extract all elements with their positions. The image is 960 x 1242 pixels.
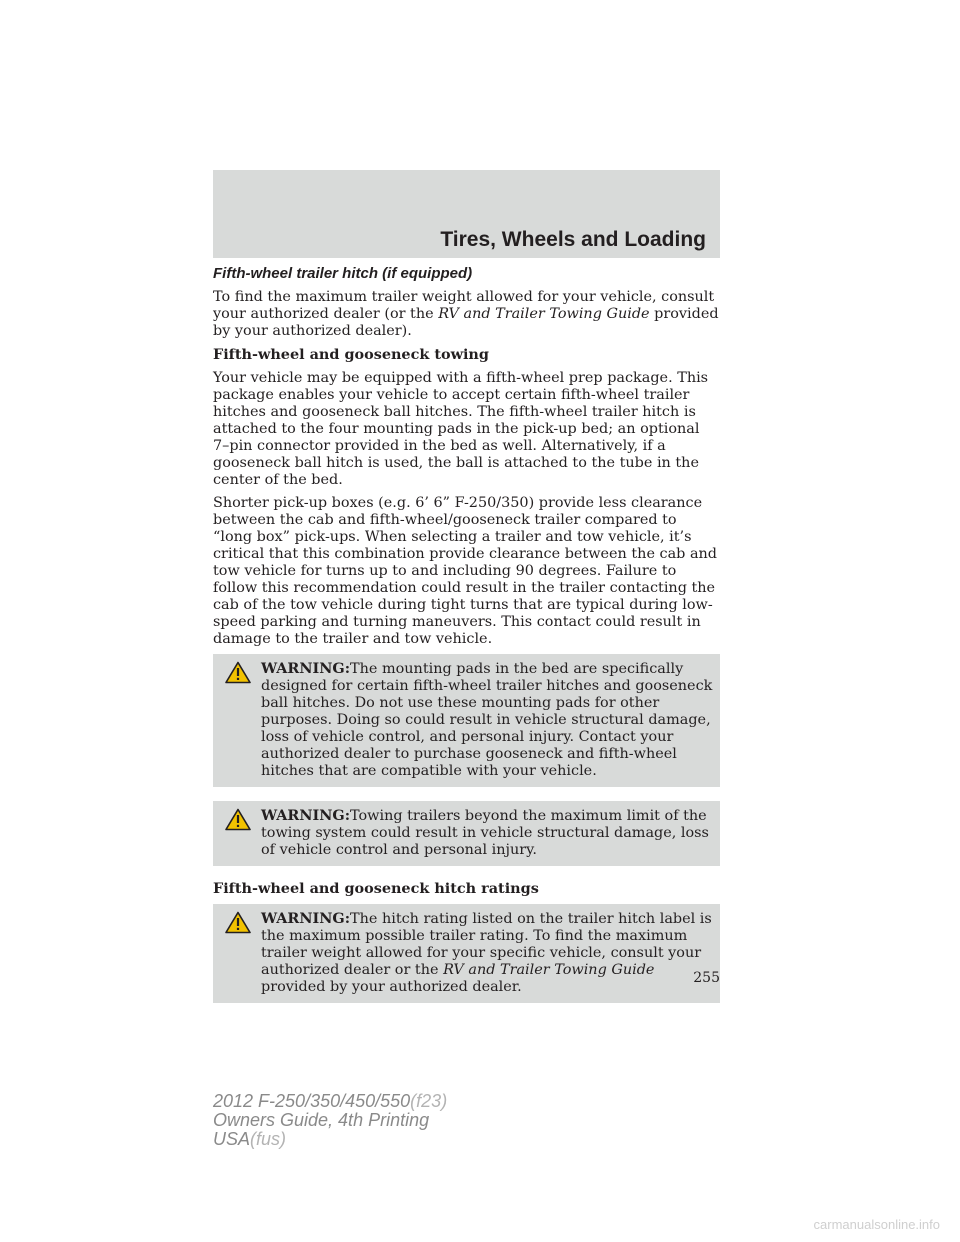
footer-model: 2012 F-250/350/450/550 [213,1091,411,1111]
heading-hitch-ratings: Fifth-wheel and gooseneck hitch ratings [213,880,539,897]
paragraph-prep-package: Your vehicle may be equipped with a fifth-wheel prep package. This package enables your vehicle to accept certain fifth-wheel trailer hitches and gooseneck ball hitches. The fifth-wheel trailer hitch is attached to the four mounting pads in the pick-up bed; an optional 7–pin connector provided in the bed as well. Alternatively, if a gooseneck ball hitch is used, the ball is attached to the tube in the center of the bed. [213,370,709,488]
warning-triangle-icon [225,911,251,934]
warning-triangle-icon [225,808,251,831]
paragraph-short-boxes: Shorter pick-up boxes (e.g. 6’ 6” F-250/350) provide less clearance between the cab and fifth-wheel/gooseneck trailer compared to “long box” pick-ups. When selecting a trailer and tow vehicle, it’s critical that this combination provide clearance between the cab and tow vehicle for turns up to and including 90 degrees. Failure to follow this recommendation could result in the trailer contacting the cab of the tow vehicle during tight turns that are typical during low-speed parking and turning maneuvers. This contact could result in damage to the trailer and tow vehicle. [213,495,718,647]
warning-label: WARNING: [261,807,351,824]
section-title: Tires, Wheels and Loading [440,228,706,251]
guide-title: RV and Trailer Towing Guide [438,306,650,322]
warning-text: The mounting pads in the bed are specifically designed for certain fifth-wheel trailer hitches and gooseneck ball hitches. Do not use these mounting pads for other purposes. Doing so could result in vehicle structural damage, loss of vehicle control, and personal injury. Contact your authorized dealer to purchase gooseneck and fifth-wheel hitches that are compatible with your vehicle. [261,661,713,779]
warning-label: WARNING: [261,910,351,927]
document-footer [213,1092,447,1149]
warning-box-hitch-rating: WARNING:The hitch rating listed on the trailer hitch label is the maximum possible trailer rating. To find the maximum trailer weight allowed for your specific vehicle, consult your authorized dealer or the RV and Trailer Towing Guide provided by your authorized dealer. [213,904,720,1003]
footer-market: USA [213,1129,251,1149]
warning-box-mounting-pads [213,654,720,787]
watermark: carmanualsonline.info [813,1217,940,1232]
footer-market-code: (fus) [250,1129,287,1149]
footer-model-code: (f23) [410,1091,448,1111]
warning-triangle-icon [225,661,251,684]
warning-label: WARNING: [261,660,351,677]
warning-box-towing-limit [213,801,720,866]
paragraph-max-trailer-weight: To find the maximum trailer weight allowed for your vehicle, consult your authorized dealer (or the RV and Trailer Towing Guide provided by your authorized dealer). [213,289,719,339]
warning-text: Towing trailers beyond the maximum limit of the towing system could result in vehicle structural damage, loss of vehicle control and personal injury. [261,808,709,858]
heading-gooseneck-towing: Fifth-wheel and gooseneck towing [213,346,489,363]
footer-edition: Owners Guide, 4th Printing [213,1110,430,1130]
section-header-band [213,170,720,258]
guide-title: RV and Trailer Towing Guide [443,962,655,978]
heading-fifth-wheel-hitch: Fifth-wheel trailer hitch (if equipped) [213,265,473,282]
page-content [213,264,720,1017]
page-number: 255 [693,970,720,986]
